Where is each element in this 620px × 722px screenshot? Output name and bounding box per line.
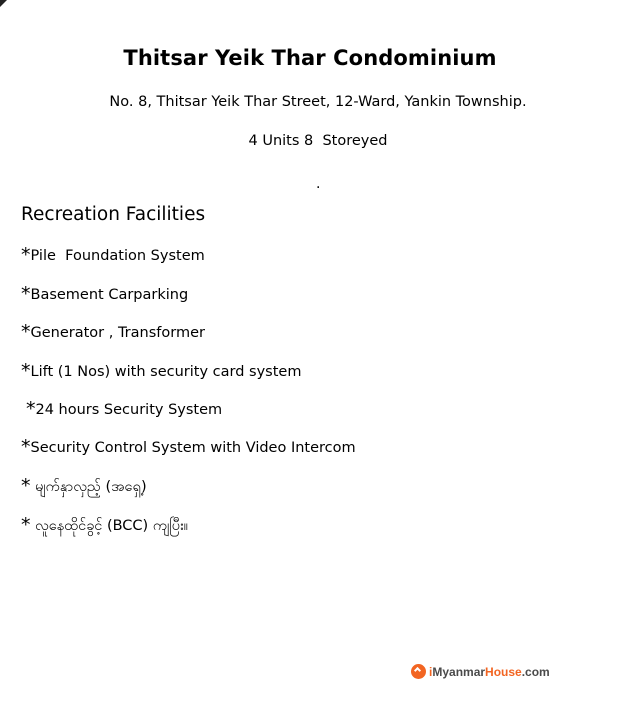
separator-dot: . bbox=[316, 176, 321, 192]
bullet-star: * bbox=[21, 244, 31, 266]
facility-item-text: လူနေထိုင်ခွင့် (BCC) ကျပြီး။ bbox=[30, 518, 189, 534]
house-logo-icon bbox=[411, 664, 426, 679]
imyanmarhouse-watermark bbox=[411, 664, 550, 679]
facility-item bbox=[21, 360, 301, 382]
facility-item-text: Generator , Transformer bbox=[30, 325, 205, 341]
facility-item bbox=[21, 436, 356, 458]
facility-item bbox=[21, 514, 188, 538]
corner-mark bbox=[0, 0, 7, 7]
facility-item bbox=[21, 321, 205, 343]
watermark-text: iMyanmarHouse.com bbox=[429, 664, 550, 679]
facility-item bbox=[26, 398, 222, 420]
facility-item-text: 24 hours Security System bbox=[35, 402, 223, 418]
facility-item-text: Pile Foundation System bbox=[30, 248, 205, 264]
bullet-star: * bbox=[21, 514, 31, 536]
bullet-star: * bbox=[21, 475, 31, 497]
bullet-star: * bbox=[26, 398, 36, 420]
section-heading: Recreation Facilities bbox=[21, 204, 206, 225]
bullet-star: * bbox=[21, 321, 31, 343]
facility-item-text: Lift (1 Nos) with security card system bbox=[30, 364, 302, 380]
facility-item bbox=[21, 475, 147, 499]
bullet-star: * bbox=[21, 436, 31, 458]
facility-item bbox=[21, 283, 188, 305]
bullet-star: * bbox=[21, 283, 31, 305]
document-title: Thitsar Yeik Thar Condominium bbox=[123, 46, 497, 70]
bullet-star: * bbox=[21, 360, 31, 382]
document-address: No. 8, Thitsar Yeik Thar Street, 12-Ward, Yankin Township. bbox=[109, 94, 527, 110]
facility-item-text: မျက်နှာလှည့် (အရှေ့) bbox=[30, 479, 147, 495]
document-units: 4 Units 8 Storeyed bbox=[248, 133, 388, 149]
facility-item-text: Security Control System with Video Intercom bbox=[30, 440, 356, 456]
facility-item bbox=[21, 244, 205, 266]
facility-item-text: Basement Carparking bbox=[30, 287, 189, 303]
